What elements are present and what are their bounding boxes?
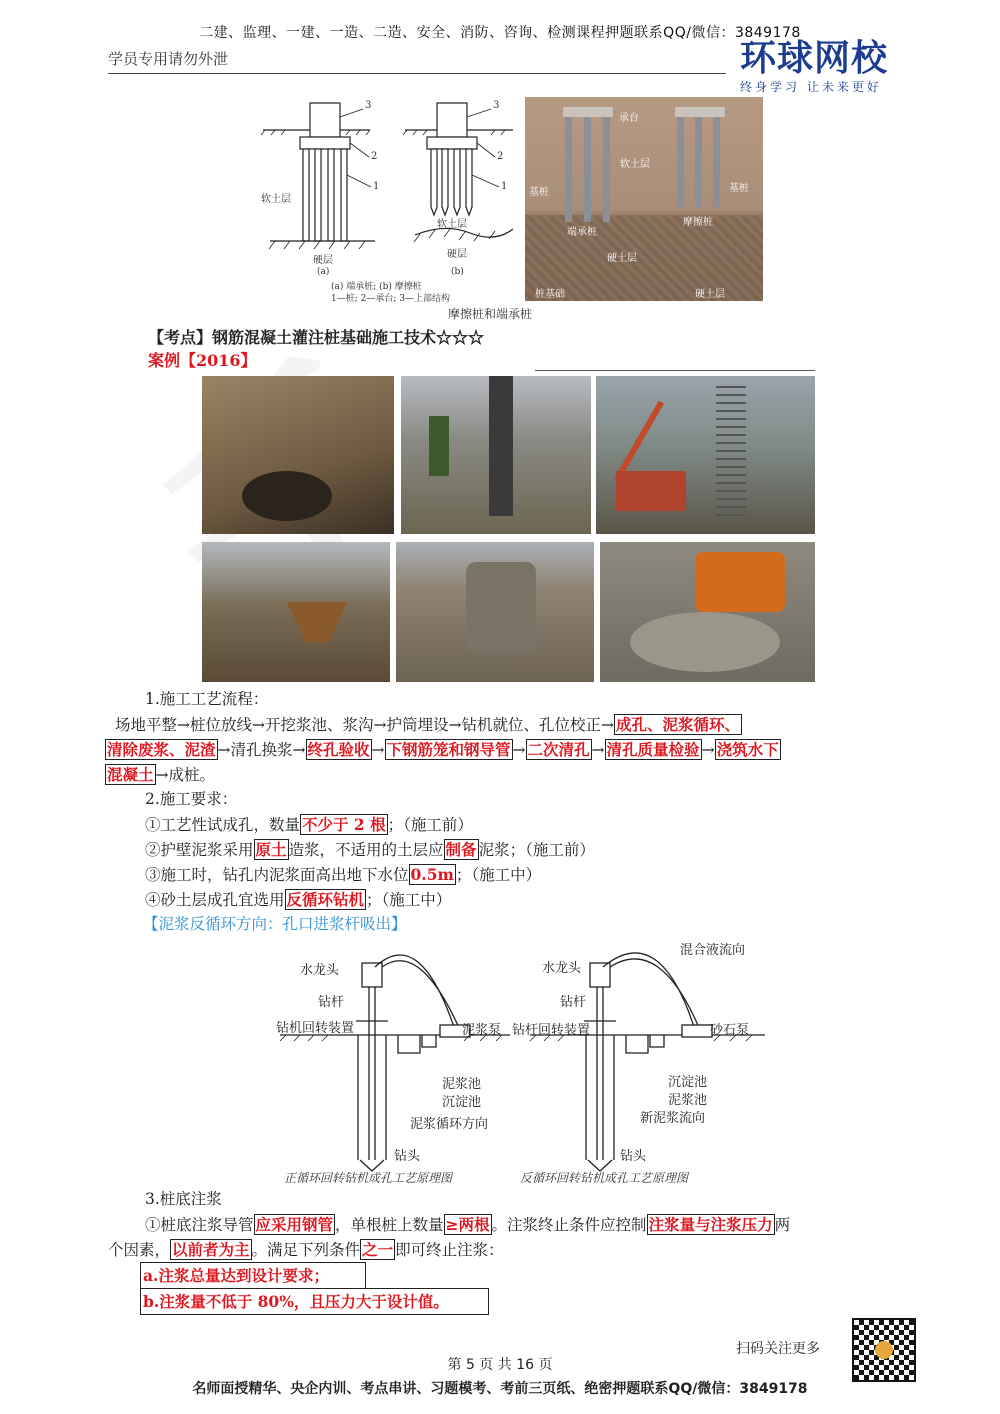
left-label: 水龙头 [300,963,340,978]
photo-pile-cut [600,542,815,682]
header-notice: 学员专用请勿外泄 [108,50,229,68]
grout-box: 之一 [362,1240,394,1259]
figure-caption: 摩擦桩和端承桩 [448,307,533,321]
requirement-2 [145,837,595,863]
page-number: 第 5 页 共 16 页 [447,1357,553,1373]
heading-1: 1.施工工艺流程： [145,690,269,708]
pile-cap [563,107,613,117]
right-label: 泥浆池 [668,1093,708,1108]
diagram-label: 1 [373,181,380,192]
diagram-label: 2 [371,151,378,162]
flow-text: →清孔换浆→ [217,741,306,759]
photo-concrete-hopper [202,542,390,682]
diagram-label: 硬层 [313,255,333,266]
requirement-1 [145,812,473,838]
diagram-sub-b: (b) [451,267,464,277]
req-text: 造浆，不适用的土层应 [288,841,444,859]
req-box: 制备 [445,840,477,859]
flow-step-box: 下钢筋笼和钢导管 [386,740,511,759]
grout-text: 两 [774,1216,791,1234]
grouting-line-1 [145,1212,790,1238]
photo-excavation [202,376,394,534]
grouting-line-2 [108,1237,504,1263]
req-box: 原土 [255,840,287,859]
flow-step-box: 终孔验收 [307,740,370,759]
diagram-label: 1 [501,181,508,192]
condition-b: b.注浆量不低于 80%，且压力大于设计值。 [140,1288,489,1315]
req-text: ①工艺性试成孔，数量 [145,816,301,834]
photo-drilling-rig [401,376,591,534]
grout-box: ≥两根 [445,1215,490,1234]
photo-label: 摩擦桩 [683,217,713,228]
pile-diagram [255,95,520,305]
flow-line-2 [105,737,925,763]
footer-banner: 名师面授精华、央企内训、考点串讲、习题模考、考前三页纸、绝密押题联系QQ/微信：3849178 [192,1381,808,1397]
flow-arrow: → [512,741,526,759]
req-text: ；（施工中） [455,866,542,884]
grout-text: 。满足下列条件 [251,1241,361,1259]
photo-label: 桩基础 [535,289,565,300]
flow-step-box: 清除废浆、泥渣 [107,740,216,759]
req-text: 泥浆；（施工前） [478,841,595,859]
left-label: 泥浆循环方向 [410,1117,489,1132]
flow-line-3 [105,762,215,788]
note-reverse-circulation: 【泥浆反循环方向：孔口进浆杆吸出】 [143,915,407,933]
req-text: ④砂土层成孔宜选用 [145,891,285,909]
crane-truck [616,471,686,511]
photo-label: 硬土层 [607,253,637,264]
photo-crane [596,376,815,534]
right-label: 钻头 [620,1149,647,1164]
pile [565,117,572,222]
crane-boom [614,401,664,482]
pile [584,117,591,222]
heading-2: 2.施工要求： [145,790,238,808]
scan-text: 扫码关注更多 [736,1341,820,1357]
circulation-diagram [270,935,770,1187]
diagram-label: 3 [365,100,372,111]
pit [242,471,332,521]
photo-pile-heads [396,542,594,682]
flow-arrow: → [591,741,605,759]
grout-text: 即可终止注浆： [395,1241,504,1259]
flow-text: →成桩。 [155,766,216,784]
worker [429,416,449,476]
rebar-cage [716,386,746,516]
flow-text: 场地平整→桩位放线→开挖浆池、浆沟→护筒埋设→钻机就位、孔位校正→ [115,716,614,734]
pile [603,117,610,222]
flow-step-box: 浇筑水下 [716,740,779,759]
flow-step-box: 混凝土 [107,765,154,784]
right-label: 混合液流向 [680,943,746,958]
flow-arrow: → [701,741,715,759]
flow-step-box: 清孔质量检验 [606,740,700,759]
diagram-sub-a: (a) [317,267,330,277]
requirement-3 [145,862,541,888]
right-label: 砂石泵 [710,1023,750,1038]
pile [695,117,702,207]
diagram-legend: (a) 端承桩; (b) 摩擦桩 [331,282,422,292]
right-label: 新泥浆流向 [640,1111,706,1126]
pile-top [630,612,780,672]
grout-text: 。注浆终止条件应控制 [491,1216,647,1234]
pile [713,117,720,207]
condition-a: a.注浆总量达到设计要求； [140,1262,366,1289]
diagram-label: 硬层 [447,249,467,260]
pile-head [466,562,536,652]
drill-mast [489,376,513,516]
grout-box: 应采用钢管 [255,1215,334,1234]
case-label: 案例【2016】 [148,351,257,370]
flow-line-1 [115,712,915,738]
photo-label: 基桩 [729,183,749,194]
requirement-4 [145,887,451,913]
hopper [287,602,347,642]
right-label: 钻杆 [560,995,587,1010]
req-text: ③施工时，钻孔内泥浆面高出地下水位 [145,866,409,884]
grout-text: ①桩底注浆导管 [145,1216,254,1234]
req-text: ；（施工前） [387,816,473,834]
left-label: 钻机回转装置 [276,1021,355,1036]
logo-slogan: 终身学习 让未来更好 [740,80,882,94]
grout-box: 以前者为主 [172,1240,250,1259]
grout-text: 个因素， [108,1241,171,1259]
grout-box: 注浆量与注浆压力 [648,1215,773,1234]
divider [535,370,815,371]
heading-3: 3.桩底注浆 [145,1190,222,1208]
flow-step-box: 成孔、泥浆循环、 [615,715,740,734]
left-label: 沉淀池 [442,1095,482,1110]
right-caption: 反循环回转钻机成孔工艺原理图 [520,1171,689,1185]
req-box: 不少于 2 根 [302,815,386,834]
grout-text: ，单根桩上数量 [335,1216,444,1234]
diagram-label: 3 [493,100,500,111]
req-text: ；（施工中） [366,891,452,909]
worker-orange [695,552,785,612]
header-banner: 二建、监理、一建、一造、二造、安全、消防、咨询、检测课程押题联系QQ/微信：3849178 [199,25,801,41]
flow-step-box: 二次清孔 [527,740,590,759]
logo-main: 环球网校 [740,38,889,79]
pile-photo [525,97,763,301]
header-divider [108,73,726,74]
photo-label: 基桩 [529,187,549,198]
right-label: 水龙头 [542,961,582,976]
photo-label: 端承桩 [567,227,597,238]
left-caption: 正循环回转钻机成孔工艺原理图 [284,1171,453,1185]
flow-arrow: → [371,741,385,759]
diagram-label: 软土层 [261,194,291,205]
left-label: 泥浆池 [442,1077,482,1092]
right-label: 钻杆回转装置 [512,1023,591,1038]
req-box: 0.5m [410,865,454,884]
pile-cap [675,107,725,117]
diagram-label: 2 [497,151,504,162]
left-label: 钻杆 [318,995,345,1010]
diagram-legend: 1—桩; 2—承台; 3—上部结构 [331,294,450,304]
pile [677,117,684,207]
left-label: 泥浆泵 [462,1023,502,1038]
photo-label: 硬土层 [695,289,725,300]
section-title: 【考点】钢筋混凝土灌注桩基础施工技术☆☆☆ [148,328,485,347]
req-box: 反循环钻机 [286,890,365,909]
photo-label: 软土层 [620,159,650,170]
diagram-label: 软土层 [437,219,467,230]
right-label: 沉淀池 [668,1075,708,1090]
photo-label: 承台 [619,113,639,124]
left-label: 钻头 [394,1149,421,1164]
req-text: ②护壁泥浆采用 [145,841,254,859]
logo [740,40,915,100]
